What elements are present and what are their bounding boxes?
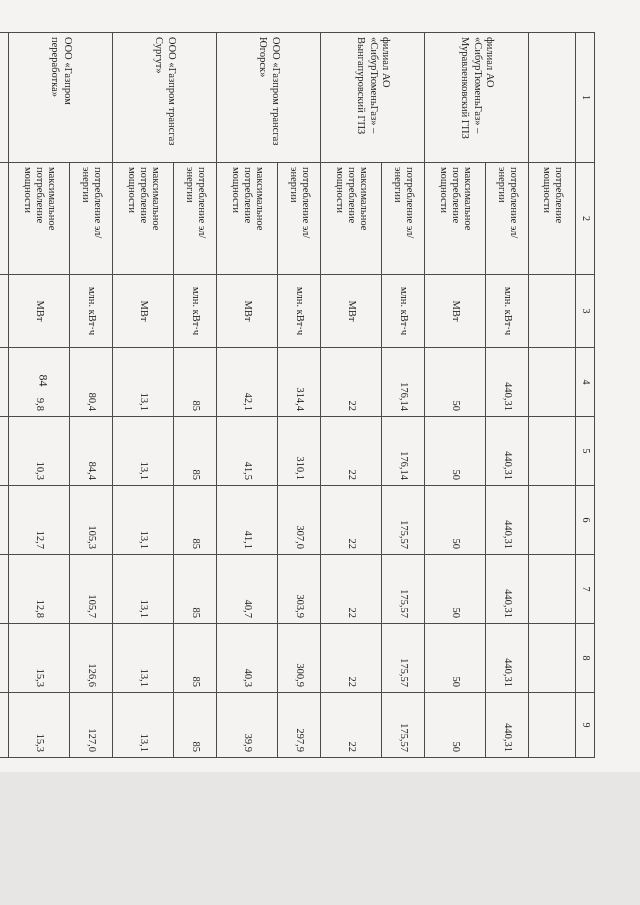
value-cell (0, 486, 9, 555)
value-cell: 176,14 (382, 348, 425, 417)
param-cell: максимальное потребление мощности (9, 163, 70, 275)
value-cell: 50 (425, 555, 486, 624)
value-cell: 126,6 (70, 624, 113, 693)
value-cell: 297,9 (278, 693, 321, 758)
company-cell: филиал АО «СибурТюменьГаз» – Муравленковский ГПЗ (425, 33, 529, 163)
value-cell (0, 693, 9, 758)
value-cell: 307,0 (278, 486, 321, 555)
param-cell (0, 163, 9, 275)
value-cell: 440,31 (486, 348, 529, 417)
value-cell: 84,4 (70, 417, 113, 486)
unit-cell: млн. кВт·ч (70, 275, 113, 348)
param-cell: потребление эл/энергии (174, 163, 217, 275)
value-cell: 300,9 (278, 624, 321, 693)
value-cell: 42,1 (217, 348, 278, 417)
table-row (174, 33, 217, 758)
unit-cell (0, 275, 9, 348)
value-cell: 22 (321, 417, 382, 486)
unit-cell: МВт (425, 275, 486, 348)
value-cell: 310,1 (278, 417, 321, 486)
param-cell: максимальное потребление мощности (217, 163, 278, 275)
column-header: 9 (576, 693, 595, 758)
value-cell: 127,0 (70, 693, 113, 758)
column-header: 4 (576, 348, 595, 417)
value-cell: 80,4 (70, 348, 113, 417)
unit-cell: млн. кВт·ч (174, 275, 217, 348)
value-cell: 13,1 (113, 624, 174, 693)
company-cell: филиал АО «СибурТюменьГаз» – Вынгапуровский ГПЗ (321, 33, 425, 163)
value-cell: 22 (321, 348, 382, 417)
param-cell: максимальное потребление мощности (425, 163, 486, 275)
value-cell: 10,3 (9, 417, 70, 486)
value-cell: 440,31 (486, 555, 529, 624)
table-row (0, 33, 9, 758)
value-cell: 22 (321, 624, 382, 693)
table-row (382, 33, 425, 758)
value-cell: 50 (425, 486, 486, 555)
value-cell: 50 (425, 348, 486, 417)
value-cell: 303,9 (278, 555, 321, 624)
data-table (0, 32, 595, 758)
value-cell: 50 (425, 693, 486, 758)
value-cell: 85 (174, 486, 217, 555)
value-cell: 85 (174, 693, 217, 758)
value-cell: 41,5 (217, 417, 278, 486)
value-cell: 22 (321, 555, 382, 624)
column-header: 8 (576, 624, 595, 693)
table-row (278, 33, 321, 758)
unit-cell: МВт (321, 275, 382, 348)
value-cell: 175,57 (382, 486, 425, 555)
table-row (486, 33, 529, 758)
table-row (529, 33, 576, 758)
param-cell: потребление эл/энергии (486, 163, 529, 275)
value-cell (0, 417, 9, 486)
value-cell: 105,3 (70, 486, 113, 555)
value-cell (0, 348, 9, 417)
value-cell: 440,31 (486, 624, 529, 693)
table-row (70, 33, 113, 758)
scanner-background (0, 772, 640, 905)
unit-cell: млн. кВт·ч (278, 275, 321, 348)
unit-cell: МВт (113, 275, 174, 348)
value-cell: 175,57 (382, 693, 425, 758)
column-header: 3 (576, 275, 595, 348)
column-header: 5 (576, 417, 595, 486)
value-cell: 39,9 (217, 693, 278, 758)
page-number: 84 (36, 374, 51, 386)
value-cell: 13,1 (113, 486, 174, 555)
value-cell: 15,3 (9, 624, 70, 693)
value-cell: 175,57 (382, 555, 425, 624)
unit-cell: млн. кВт·ч (382, 275, 425, 348)
rotated-table-content (21, 32, 595, 757)
header-row (576, 33, 595, 758)
column-header: 6 (576, 486, 595, 555)
value-cell: 15,3 (9, 693, 70, 758)
column-header: 1 (576, 33, 595, 163)
value-cell: 176,14 (382, 417, 425, 486)
value-cell: 41,1 (217, 486, 278, 555)
value-cell: 13,1 (113, 417, 174, 486)
value-cell: 50 (425, 417, 486, 486)
value-cell: 13,1 (113, 693, 174, 758)
column-header: 7 (576, 555, 595, 624)
value-cell: 85 (174, 555, 217, 624)
value-cell: 85 (174, 348, 217, 417)
value-cell: 105,7 (70, 555, 113, 624)
value-cell: 12,8 (9, 555, 70, 624)
value-cell: 9,8 (9, 348, 70, 417)
value-cell: 40,7 (217, 555, 278, 624)
value-cell: 175,57 (382, 624, 425, 693)
company-cell: ООО «Газпром переработка» (9, 33, 113, 163)
value-cell: 12,7 (9, 486, 70, 555)
value-cell: 13,1 (113, 348, 174, 417)
column-header: 2 (576, 163, 595, 275)
value-cell: 314,4 (278, 348, 321, 417)
value-cell: 85 (174, 624, 217, 693)
value-cell: 50 (425, 624, 486, 693)
param-cell: максимальное потребление мощности (113, 163, 174, 275)
param-cell: потребление эл/энергии (382, 163, 425, 275)
param-cell: потребление мощности (529, 163, 576, 275)
value-cell: 440,31 (486, 417, 529, 486)
value-cell: 85 (174, 417, 217, 486)
value-cell (0, 555, 9, 624)
unit-cell: МВт (9, 275, 70, 348)
company-cell: ООО «Газпром трансгаз Югорск» (217, 33, 321, 163)
value-cell: 22 (321, 693, 382, 758)
company-cell (529, 33, 576, 163)
unit-cell: МВт (217, 275, 278, 348)
value-cell: 440,31 (486, 693, 529, 758)
company-cell (0, 33, 9, 163)
unit-cell: млн. кВт·ч (486, 275, 529, 348)
param-cell: максимальное потребление мощности (321, 163, 382, 275)
value-cell: 13,1 (113, 555, 174, 624)
value-cell: 22 (321, 486, 382, 555)
param-cell: потребление эл/энергии (278, 163, 321, 275)
value-cell (0, 624, 9, 693)
company-cell: ООО «Газпром трансгаз Сургут» (113, 33, 217, 163)
value-cell: 40,3 (217, 624, 278, 693)
value-cell: 440,31 (486, 486, 529, 555)
param-cell: потребление эл/энергии (70, 163, 113, 275)
